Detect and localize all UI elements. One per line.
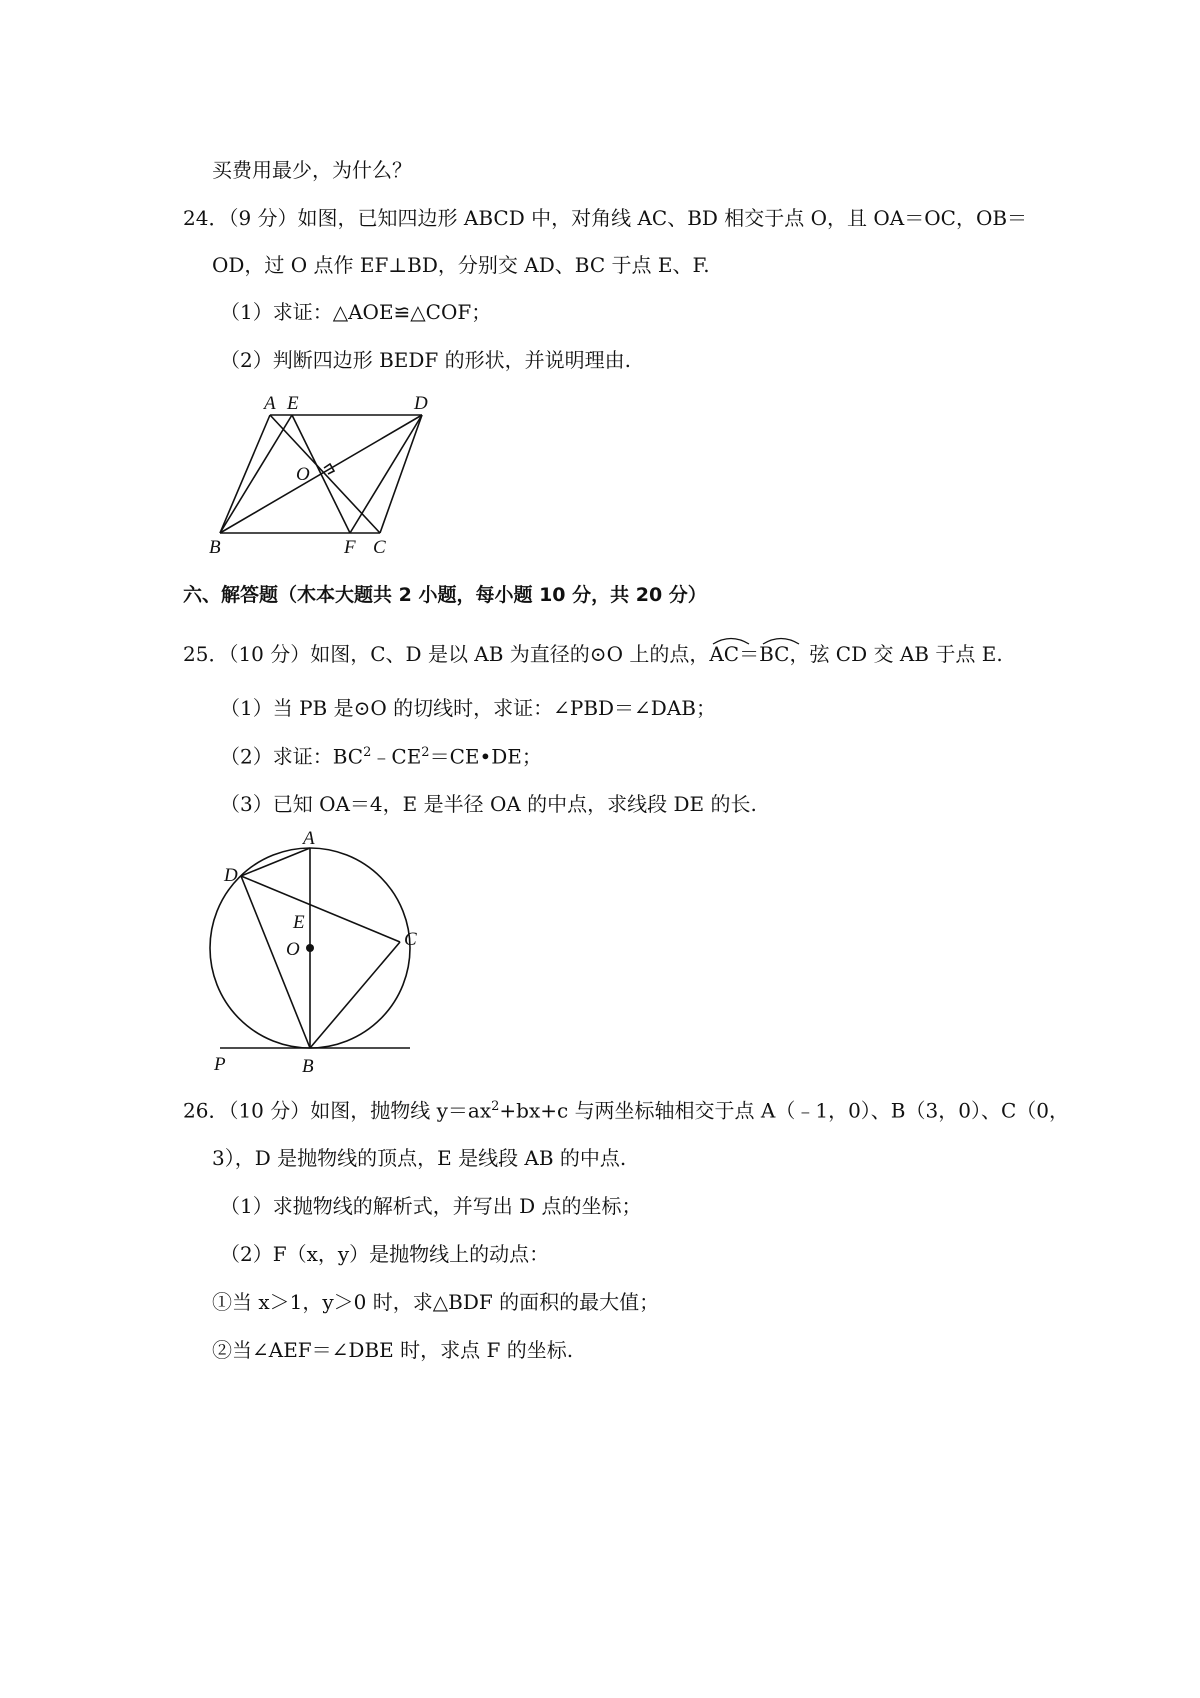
q25-line1-end: ，弦 CD 交 AB 于点 E.: [789, 642, 1003, 666]
q25-part2: [220, 746, 542, 767]
chord-CB: [310, 942, 400, 1048]
arc-equals: ＝: [739, 642, 760, 666]
q26-part2: （2）F（x，y）是抛物线上的动点：: [220, 1242, 550, 1266]
q24-part2: （2）判断四边形 BEDF 的形状，并说明理由.: [220, 348, 632, 372]
q26-line1-a: 26．（10 分）如图，抛物线 y＝ax: [183, 1098, 492, 1123]
q25-part2-b: ﹣CE: [371, 744, 422, 769]
q25-sup1: 2: [363, 745, 372, 760]
arc-mark-1: [711, 635, 751, 645]
label-B: B: [209, 537, 221, 558]
label-D: D: [224, 865, 238, 886]
label-A: A: [303, 830, 315, 849]
q24-line1: 24．（9 分）如图，已知四边形 ABCD 中，对角线 AC、BD 相交于点 O，且 OA＝OC，OB＝: [183, 206, 1028, 230]
label-B: B: [302, 1056, 314, 1075]
q24-line2: OD，过 O 点作 EF⊥BD，分别交 AD、BC 于点 E、F.: [212, 253, 710, 277]
q25-figure: [200, 830, 420, 1075]
label-P: P: [214, 1054, 226, 1075]
q26-part1: （1）求抛物线的解析式，并写出 D 点的坐标；: [220, 1194, 642, 1218]
continued-line: 买费用最少，为什么？: [212, 158, 412, 182]
q24-part1: （1）求证：△AOE≌△COF；: [220, 300, 492, 324]
q25-part1: （1）当 PB 是⊙O 的切线时，求证：∠PBD＝∠DAB；: [220, 696, 716, 720]
q26-sub2: ②当∠AEF＝∠DBE 时，求点 F 的坐标.: [212, 1338, 574, 1362]
label-A: A: [264, 393, 276, 414]
q26-line1: [183, 1100, 1069, 1121]
q26-sup: 2: [491, 1099, 500, 1114]
chord-DA: [241, 848, 310, 876]
section-6-heading: 六、解答题（木本大题共 2 小题，每小题 10 分，共 20 分）: [183, 584, 707, 606]
edge-AB: [220, 415, 270, 533]
arc-AC-label: AC: [709, 642, 740, 666]
arc-BC-label: BC: [759, 642, 790, 666]
q26-line2: 3），D 是抛物线的顶点，E 是线段 AB 的中点.: [212, 1146, 627, 1170]
center-point: [306, 944, 314, 952]
chord-DC: [241, 876, 400, 942]
label-E: E: [287, 393, 299, 414]
arc-mark-2: [761, 635, 801, 645]
label-D: D: [414, 393, 428, 414]
label-C: C: [373, 537, 386, 558]
q24-figure: [200, 390, 440, 560]
label-E: E: [293, 912, 305, 933]
label-O: O: [296, 464, 310, 485]
chord-DB: [241, 876, 310, 1048]
arc-BC: [759, 644, 789, 664]
segment-EB: [220, 415, 292, 533]
q26-line1-b: +bx+c 与两坐标轴相交于点 A（﹣1，0）、B（3，0）、C（0，: [499, 1098, 1069, 1123]
q25-sup2: 2: [421, 745, 430, 760]
diagonal-AC: [270, 415, 380, 533]
q25-line1-start: 25．（10 分）如图，C、D 是以 AB 为直径的⊙O 上的点，: [183, 642, 710, 666]
q25-line1: [183, 644, 1003, 664]
label-F: F: [344, 537, 356, 558]
q25-part2-c: ＝CE•DE；: [429, 744, 542, 769]
q25-part3: （3）已知 OA＝4，E 是半径 OA 的中点，求线段 DE 的长.: [220, 792, 757, 816]
q25-part2-a: （2）求证：BC: [220, 744, 364, 769]
q26-sub1: ①当 x＞1，y＞0 时，求△BDF 的面积的最大值；: [212, 1290, 660, 1314]
arc-AC: [709, 644, 739, 664]
label-O: O: [286, 939, 300, 960]
label-C: C: [404, 929, 417, 950]
